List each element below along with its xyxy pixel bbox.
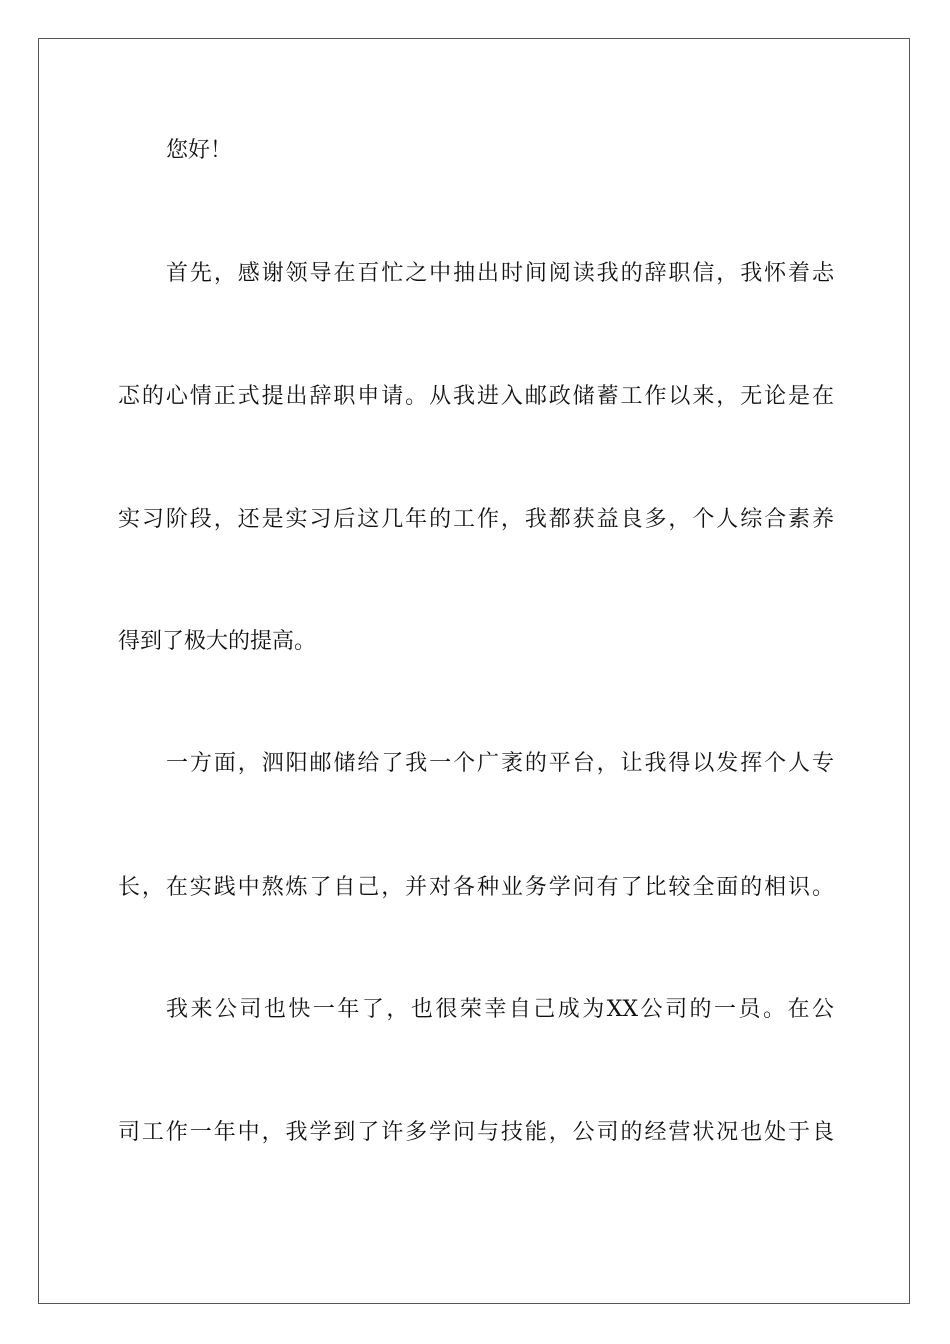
paragraph-3-line-2: 司工作一年中，我学到了许多学问与技能，公司的经营状况也处于良 <box>118 1120 834 1145</box>
paragraph-2-line-2: 长，在实践中熬炼了自己，并对各种业务学问有了比较全面的相识。 <box>118 875 834 900</box>
paragraph-2-line-1: 一方面，泗阳邮储给了我一个广袤的平台，让我得以发挥个人专 <box>166 751 834 776</box>
greeting-line: 您好！ <box>166 138 233 163</box>
paragraph-1-line-2: 忑的心情正式提出辞职申请。从我进入邮政储蓄工作以来，无论是在 <box>118 384 834 409</box>
paragraph-1-line-4: 得到了极大的提高。 <box>118 629 317 654</box>
paragraph-1-line-3: 实习阶段，还是实习后这几年的工作，我都获益良多，个人综合素养 <box>118 507 834 532</box>
paragraph-1-line-1: 首先，感谢领导在百忙之中抽出时间阅读我的辞职信，我怀着忐 <box>166 261 834 286</box>
document-page <box>38 38 910 1304</box>
paragraph-3-line-1: 我来公司也快一年了，也很荣幸自己成为XX公司的一员。在公 <box>166 997 834 1022</box>
